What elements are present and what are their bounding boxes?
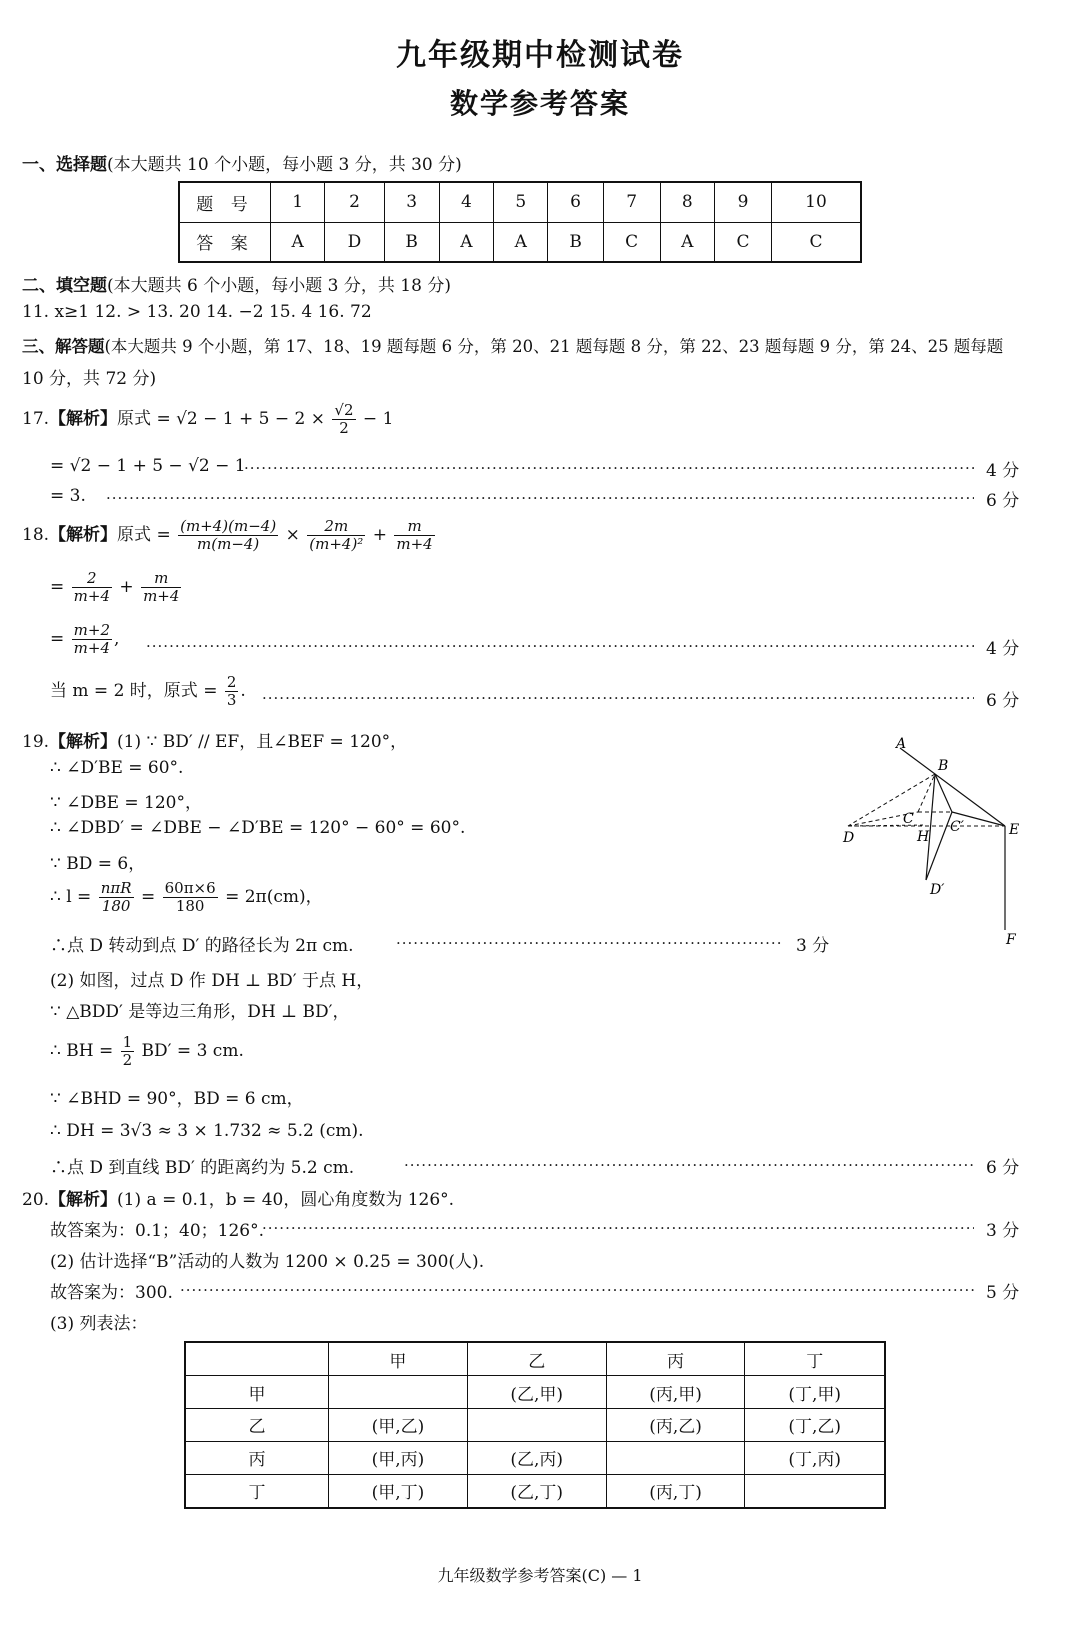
page-title: 九年级期中检测试卷 [396,38,684,73]
q19-line-6 [50,880,323,915]
fraction-numerator: (m+4)(m−4) [180,517,277,535]
question-number: 18. [22,525,50,545]
q19-line-8: (2) 如图，过点 D 作 DH ⊥ BD′ 于点 H， [50,971,374,991]
fraction-denominator: m+4 [143,587,180,605]
table-row [179,222,861,262]
q18-line-4 [50,674,246,709]
fraction [121,1034,135,1069]
q20-line-5: (3) 列表法： [50,1314,148,1334]
fraction-denominator: 2 [122,1051,133,1069]
analysis-tag: 【解析】 [49,1190,118,1210]
question-number: 20. [22,1190,50,1210]
table-cell: (丙,丁) [606,1474,745,1508]
table-cell [467,1409,606,1442]
table-cell [185,1342,329,1376]
q19-line-13: ∴点 D 到直线 BD′ 的距离约为 5.2 cm. [50,1158,355,1178]
table-row [185,1441,885,1474]
line-ab-e [900,748,1005,826]
score-leader-dots [262,1219,974,1237]
table-cell: 丁 [745,1342,885,1376]
q18-expr: 原式 = [117,525,171,545]
table-cell: 1 [271,182,325,222]
q17-line-3: = 3. [50,486,86,506]
table-cell: 9 [715,182,772,222]
section-1-title: 一、选择题 [22,155,107,175]
fraction-numerator: m+2 [73,621,110,639]
score-leader-dots [262,689,974,707]
table-cell: (乙,甲) [467,1376,606,1409]
q20-line-2: 故答案为：0.1；40；126°. [50,1221,265,1241]
section-1-heading [22,150,462,175]
table-row [185,1409,885,1442]
table-cell: 4 [439,182,493,222]
operator: + [372,525,387,545]
fraction-numerator: 60π×6 [164,879,216,897]
q19-line-5: ∵ BD = 6， [50,854,146,874]
table-cell: 10 [771,182,861,222]
table-cell: A [494,222,548,262]
fraction-numerator: 2 [226,673,237,691]
table-cell: A [660,222,714,262]
fraction [163,880,218,915]
fraction [178,518,278,553]
q18-line-1 [22,518,437,553]
fraction [394,518,434,553]
fraction-denominator: m+4 [73,587,110,605]
q18-line-2 [50,570,183,605]
operator: + [119,577,134,597]
table-cell: C [603,222,660,262]
fraction [141,570,181,605]
table-cell: (丙,甲) [606,1376,745,1409]
label-f: F [1006,932,1016,948]
table-cell: (丁,甲) [745,1376,885,1409]
label-d-prime: D′ [930,882,945,898]
table-row [185,1376,885,1409]
table-cell [745,1474,885,1508]
q17-expr-tail: − 1 [362,409,394,429]
fraction [332,402,355,437]
question-number: 19. [22,732,50,752]
q19-line-4: ∴ ∠DBD′ = ∠DBE − ∠D′BE = 120° − 60° = 60°. [50,818,466,838]
list-method-table [184,1341,886,1509]
page-footer: 九年级数学参考答案(C) — 1 [437,1566,643,1585]
q19-step: (1) ∵ BD′ // EF，且∠BEF = 120°， [117,732,408,752]
q19-line-12: ∴ DH = 3√3 ≈ 3 × 1.732 ≈ 5.2 (cm). [50,1121,364,1141]
q18-line-3 [50,622,119,657]
table-cell: (甲,丁) [329,1474,468,1508]
q20-step: (1) a = 0.1，b = 40，圆心角度数为 126°. [117,1190,455,1210]
table-cell: (丁,丙) [745,1441,885,1474]
score-label: 4 分 [986,461,1020,481]
fraction-denominator: 180 [175,897,205,915]
table-cell: 丙 [606,1342,745,1376]
section-3-note-cont: 10 分，共 72 分) [22,369,157,389]
table-cell: D [325,222,384,262]
table-cell: 5 [494,182,548,222]
fraction-denominator: m+4 [73,639,110,657]
q19-line-10 [50,1034,244,1069]
table-cell: C [771,222,861,262]
fraction-denominator: 180 [101,897,131,915]
analysis-tag: 【解析】 [49,409,118,429]
table-cell: (丙,乙) [606,1409,745,1442]
choice-answer-table [178,181,862,263]
fraction [307,518,365,553]
q19-expr-tail: = 2π(cm)， [225,887,323,907]
table-cell: 乙 [185,1409,329,1442]
score-leader-dots [180,1281,974,1299]
score-leader-dots [396,934,782,952]
score-leader-dots [146,637,974,655]
fraction-denominator: m+4 [396,535,433,553]
score-label: 4 分 [986,639,1020,659]
score-label: 6 分 [986,491,1020,511]
q19-line-2: ∴ ∠D′BE = 60°. [50,758,184,778]
q17-expr: 原式 = √2 − 1 + 5 − 2 × [117,409,325,429]
section-3-heading [22,333,1003,357]
q20-line-4: 故答案为：300. [50,1283,173,1303]
score-label: 3 分 [796,936,830,956]
section-1-note: (本大题共 10 个小题，每小题 3 分，共 30 分) [107,155,462,175]
q18-conclusion: 当 m = 2 时，原式 = [50,681,218,701]
question-number: 17. [22,409,50,429]
label-e: E [1009,822,1020,838]
section-3-title: 三、解答题 [22,337,105,356]
table-cell: C [715,222,772,262]
line-c2d2 [926,812,952,880]
punctuation: . [240,681,246,701]
section-2-heading [22,271,451,296]
analysis-tag: 【解析】 [49,732,118,752]
table-cell: B [384,222,439,262]
operator: × [285,525,300,545]
label-c-prime: C′ [950,819,964,835]
score-leader-dots [106,489,974,507]
fraction [99,880,134,915]
section-2-note: (本大题共 6 个小题，每小题 3 分，共 18 分) [107,276,451,296]
fraction-numerator: √2 [334,401,354,419]
section-2-title: 二、填空题 [22,276,107,296]
table-cell [329,1376,468,1409]
score-label: 6 分 [986,1158,1020,1178]
q20-line-3: (2) 估计选择“B”活动的人数为 1200 × 0.25 = 300(人). [50,1252,485,1272]
score-label: 6 分 [986,691,1020,711]
q19-line-9: ∵ △BDD′ 是等边三角形，DH ⊥ BD′， [50,1002,350,1022]
table-cell: 3 [384,182,439,222]
table-cell: (丁,乙) [745,1409,885,1442]
table-cell: 2 [325,182,384,222]
fraction [72,622,112,657]
fraction-denominator: m(m−4) [197,535,260,553]
table-row [179,182,861,222]
q19-line-3: ∵ ∠DBE = 120°， [50,793,202,813]
punctuation: , [114,629,120,649]
fraction [225,674,239,709]
table-cell: 丙 [185,1441,329,1474]
analysis-tag: 【解析】 [49,525,118,545]
fraction-numerator: m [141,570,181,588]
fraction-denominator: (m+4)² [309,535,364,553]
score-label: 5 分 [986,1283,1020,1303]
fraction-numerator: 1 [122,1033,133,1051]
fill-blank-answers: 11. x≥1 12. > 13. 20 14. −2 15. 4 16. 72 [22,302,372,322]
operator: = [50,577,65,597]
table-cell: 乙 [467,1342,606,1376]
q19-geometry-figure [830,730,1040,950]
q17-line-2: = √2 − 1 + 5 − √2 − 1 [50,456,246,476]
table-cell: (乙,丁) [467,1474,606,1508]
section-3-note: (本大题共 9 个小题，第 17、18、19 题每题 6 分，第 20、21 题每题 8 分，第 22、23 题每题 9 分，第 24、25 题每题 [104,337,1004,356]
score-leader-dots [404,1156,974,1174]
table-cell: 7 [603,182,660,222]
line-bd [848,774,935,826]
table-cell: 题 号 [179,182,271,222]
fraction-numerator: 2m [307,518,365,536]
q19-line-11: ∵ ∠BHD = 90°，BD = 6 cm， [50,1089,304,1109]
table-cell: 甲 [329,1342,468,1376]
operator: = [140,887,156,907]
table-cell: (乙,丙) [467,1441,606,1474]
table-cell [606,1441,745,1474]
label-h: H [917,829,930,845]
fraction-denominator: 2 [339,419,349,437]
fraction-numerator: m [394,518,434,536]
q17-line-1 [22,402,393,437]
operator: = [50,629,65,649]
q19-line-7: ∴点 D 转动到点 D′ 的路径长为 2π cm. [50,936,354,956]
q19-expr: ∴ BH = [50,1041,114,1061]
fraction-numerator: 2 [72,570,112,588]
page-subtitle: 数学参考答案 [449,87,630,120]
score-label: 3 分 [986,1221,1020,1241]
table-row [185,1474,885,1508]
fraction [72,570,112,605]
q19-expr: ∴ l = [50,887,92,907]
table-cell: A [439,222,493,262]
label-a: A [896,736,907,752]
table-cell: A [271,222,325,262]
table-cell: 丁 [185,1474,329,1508]
table-cell: B [548,222,603,262]
table-cell: 8 [660,182,714,222]
q19-expr-tail: BD′ = 3 cm. [141,1041,244,1061]
table-cell: 答 案 [179,222,271,262]
table-cell: (甲,乙) [329,1409,468,1442]
table-row [185,1342,885,1376]
score-leader-dots [244,459,974,477]
q20-line-1 [22,1185,454,1210]
table-cell: (甲,丙) [329,1441,468,1474]
label-d: D [843,830,855,846]
fraction-numerator: nπR [100,879,132,897]
table-cell: 6 [548,182,603,222]
table-cell: 甲 [185,1376,329,1409]
fraction-denominator: 3 [226,691,237,709]
label-c: C [903,811,914,827]
label-b: B [938,758,949,774]
q19-line-1 [22,727,407,752]
